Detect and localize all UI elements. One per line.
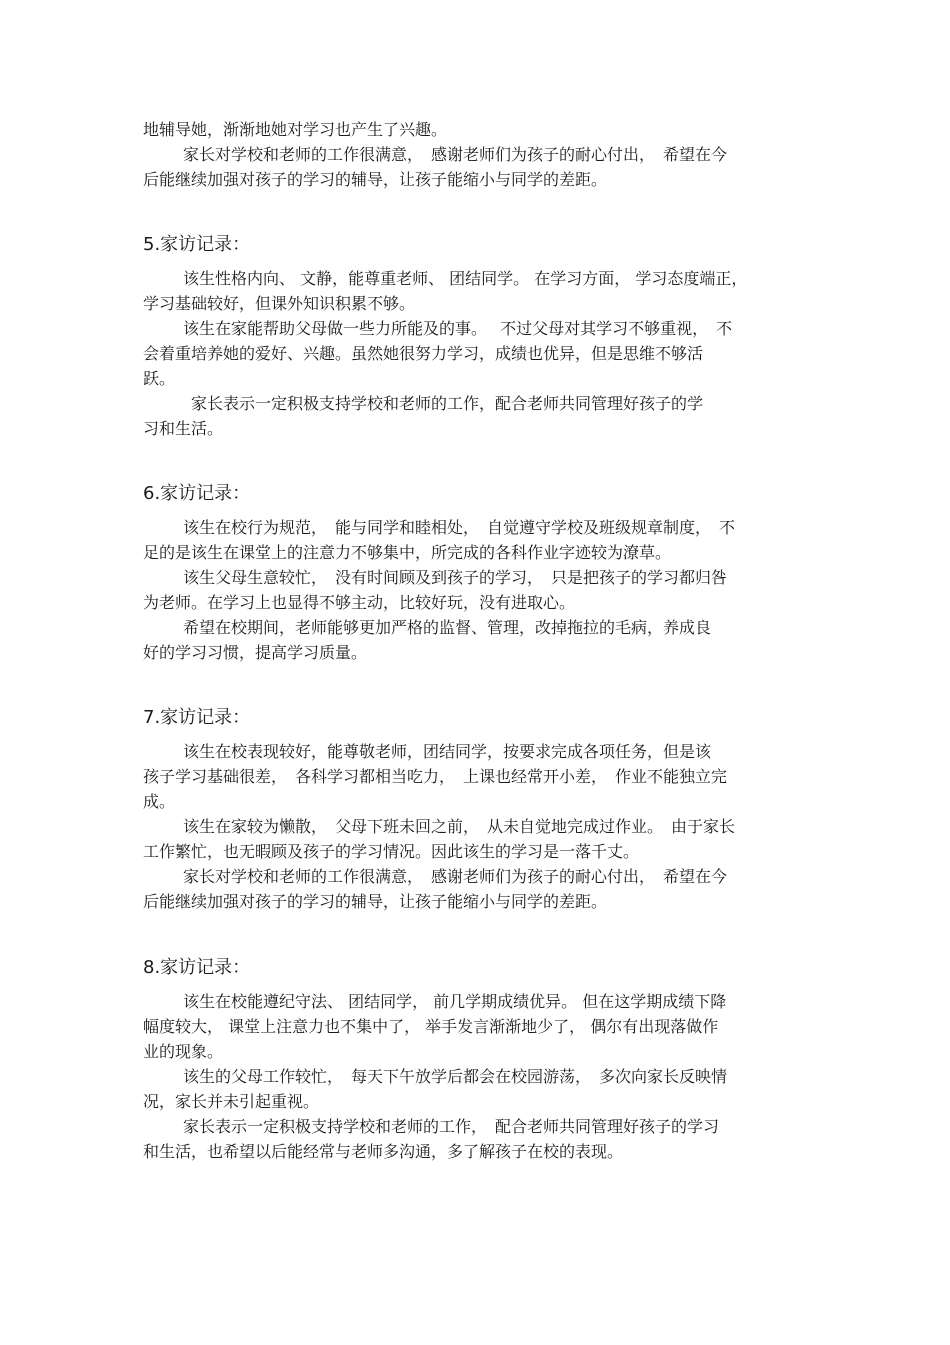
section-8 — [143, 955, 813, 1164]
section-heading: 8.家访记录： — [143, 957, 251, 978]
text-line: 跃。 — [143, 369, 176, 388]
text-line: 好的学习习惯，提高学习质量。 — [143, 643, 368, 662]
section-heading: 5.家访记录： — [143, 234, 251, 255]
intro-paragraph — [143, 117, 813, 192]
text-line: 该生在校表现较好，能尊敬老师，团结同学，按要求完成各项任务，但是该 — [183, 742, 712, 761]
text-line: 后能继续加强对孩子的学习的辅导，让孩子能缩小与同学的差距。 — [143, 892, 608, 911]
text-line: 该生的父母工作较忙， 每天下午放学后都会在校园游荡， 多次向家长反映情 — [183, 1067, 728, 1086]
section-heading: 6.家访记录： — [143, 483, 251, 504]
text-line: 业的现象。 — [143, 1042, 224, 1061]
text-line: 希望在校期间，老师能够更加严格的监督、管理，改掉拖拉的毛病，养成良 — [183, 618, 712, 637]
text-line: 孩子学习基础很差， 各科学习都相当吃力， 上课也经常开小差， 作业不能独立完 — [143, 767, 728, 786]
text-line: 成。 — [143, 792, 176, 811]
text-line: 该生在家能帮助父母做一些力所能及的事。 不过父母对其学习不够重视， 不 — [183, 319, 733, 338]
section-7 — [143, 705, 813, 914]
text-line: 幅度较大， 课堂上注意力也不集中了， 举手发言渐渐地少了， 偶尔有出现落做作 — [143, 1017, 719, 1036]
text-line: 该生在校行为规范， 能与同学和睦相处， 自觉遵守学校及班级规章制度， 不 — [183, 518, 736, 537]
text-line: 该生父母生意较忙， 没有时间顾及到孩子的学习， 只是把孩子的学习都归咎 — [183, 568, 728, 587]
text-line: 该生性格内向、 文静，能尊重老师、 团结同学。 在学习方面， 学习态度端正， — [183, 269, 748, 288]
text-line: 和生活，也希望以后能经常与老师多沟通，多了解孩子在校的表现。 — [143, 1142, 624, 1161]
text-line: 为老师。在学习上也显得不够主动，比较好玩，没有进取心。 — [143, 593, 576, 612]
text-line: 该生在家较为懒散， 父母下班未回之前， 从未自觉地完成过作业。 由于家长 — [183, 817, 736, 836]
text-line: 习和生活。 — [143, 419, 224, 438]
section-heading: 7.家访记录： — [143, 707, 251, 728]
text-line: 地辅导她，渐渐地她对学习也产生了兴趣。 — [143, 120, 448, 139]
text-line: 工作繁忙，也无暇顾及孩子的学习情况。因此该生的学习是一落千丈。 — [143, 842, 640, 861]
text-line: 学习基础较好，但课外知识积累不够。 — [143, 294, 416, 313]
section-6 — [143, 481, 813, 665]
text-line: 该生在校能遵纪守法、 团结同学， 前几学期成绩优异。 但在这学期成绩下降 — [183, 992, 727, 1011]
text-line: 况，家长并未引起重视。 — [143, 1092, 320, 1111]
text-line: 会着重培养她的爱好、兴趣。虽然她很努力学习，成绩也优异，但是思维不够活 — [143, 344, 704, 363]
text-line: 家长表示一定积极支持学校和老师的工作，配合老师共同管理好孩子的学 — [191, 394, 704, 413]
section-5 — [143, 232, 813, 441]
text-line: 家长对学校和老师的工作很满意， 感谢老师们为孩子的耐心付出， 希望在今 — [183, 867, 728, 886]
text-line: 家长对学校和老师的工作很满意， 感谢老师们为孩子的耐心付出， 希望在今 — [183, 145, 728, 164]
text-line: 后能继续加强对孩子的学习的辅导，让孩子能缩小与同学的差距。 — [143, 170, 608, 189]
text-line: 足的是该生在课堂上的注意力不够集中，所完成的各科作业字迹较为潦草。 — [143, 543, 672, 562]
text-line: 家长表示一定积极支持学校和老师的工作， 配合老师共同管理好孩子的学习 — [183, 1117, 720, 1136]
